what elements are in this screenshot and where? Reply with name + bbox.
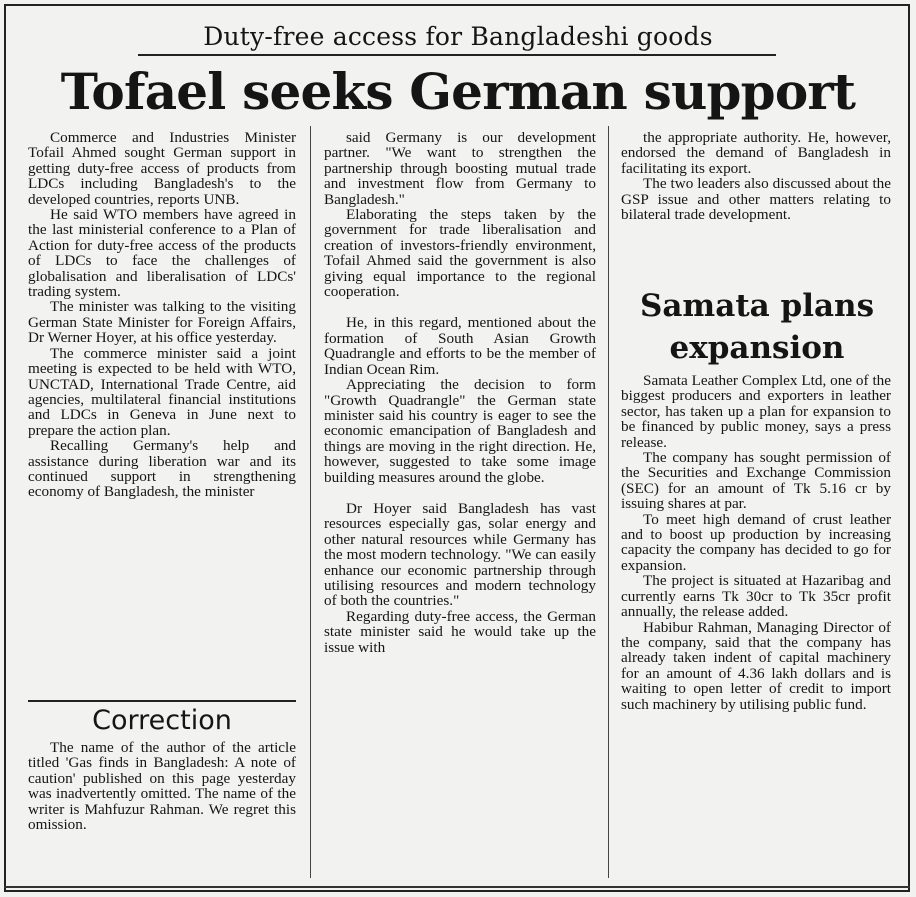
correction-rule [28,700,296,702]
article-kicker: Duty-free access for Bangladeshi goods [203,22,713,51]
samata-headline: Samata plans expansion [639,288,875,366]
body-paragraph: Regarding duty-free access, the German state minister said he would take up the issue with [324,607,596,656]
body-paragraph: Dr Hoyer said Bangladesh has vast resources especially gas, solar energy and other natural resources while Germany has the most modern technology. "We can easily enhance our economic partnership through utilising resources and modern technology of both the countries." [324,499,596,610]
body-paragraph: Elaborating the steps taken by the government for trade liberalisation and creation of investors-friendly environment, Tofail Ahmed said the government is also giving equal importance to the regional cooperation. [324,206,596,301]
column-divider [310,126,311,878]
body-paragraph: The project is situated at Hazaribag and currently earns Tk 30cr to Tk 35cr profit annually, the release added. [621,572,891,621]
article-column-1 [28,130,296,690]
body-paragraph: Habibur Rahman, Managing Director of the company, said that the company has already taken indent of capital machinery for an amount of 4.36 lakh dollars and is waiting to open letter of credit to import such machinery by utilising public fund. [621,618,891,713]
body-paragraph: said Germany is our development partner. "We want to strengthen the partnership through boosting mutual trade and investment flow from Germany to Bangladesh." [324,129,596,208]
column-divider [608,126,609,878]
correction-box [28,740,296,832]
bottom-rule [4,886,910,888]
article-headline: Tofael seeks German support [60,62,856,121]
correction-title: Correction [92,705,232,736]
body-paragraph: The two leaders also discussed about the GSP issue and other matters relating to bilateral trade development. [621,175,891,224]
body-paragraph: He said WTO members have agreed in the last ministerial conference to a Plan of Action for duty-free access of the products of LDCs to face the challenges of globalisation and liberalisation of LDCs' trading system. [28,206,296,301]
body-paragraph: Recalling Germany's help and assistance during liberation war and its continued support in strengthening economy of Bangladesh, the minister [28,437,296,501]
body-paragraph: The commerce minister said a joint meeting is expected to be held with WTO, UNCTAD, International Trade Centre, aid agencies, multilateral financial institutions and LDCs in Geneva in June next to prepare the action plan. [28,344,296,439]
body-paragraph: The minister was talking to the visiting German State Minister for Foreign Affairs, Dr Werner Hoyer, at his office yesterday. [28,298,296,347]
body-paragraph: Samata Leather Complex Ltd, one of the biggest producers and exporters in leather sector, has taken up a plan for expansion to be financed by public money, says a press release. [621,372,891,451]
samata-article [621,373,891,712]
correction-text: The name of the author of the article titled 'Gas finds in Bangladesh: A note of caution' published on this page yesterday was inadvertently omitted. The name of the writer is Mahfuzur Rahman. We regret this omission. [28,739,296,834]
article-column-2 [324,130,596,882]
kicker-underline [138,54,776,56]
body-paragraph: Appreciating the decision to form "Growth Quadrangle" the German state minister said his country is eager to see the economic emancipation of Bangladesh and things are moving in the right direction. He, however, suggested to take some image building measures around the globe. [324,376,596,486]
body-paragraph: He, in this regard, mentioned about the formation of South Asian Growth Quadrangle and efforts to be the member of Indian Ocean Rim. [324,314,596,378]
body-paragraph: the appropriate authority. He, however, endorsed the demand of Bangladesh in facilitating its export. [621,129,891,177]
body-paragraph: To meet high demand of crust leather and to boost up production by increasing capacity the company has decided to go for expansion. [621,510,891,574]
body-paragraph: Commerce and Industries Minister Tofail Ahmed sought German support in getting duty-free access of products from LDCs including Bangladesh's to the developed countries, reports UNB. [28,129,296,208]
body-paragraph: The company has sought permission of the Securities and Exchange Commission (SEC) for an amount of Tk 5.16 cr by issuing shares at par. [621,449,891,513]
